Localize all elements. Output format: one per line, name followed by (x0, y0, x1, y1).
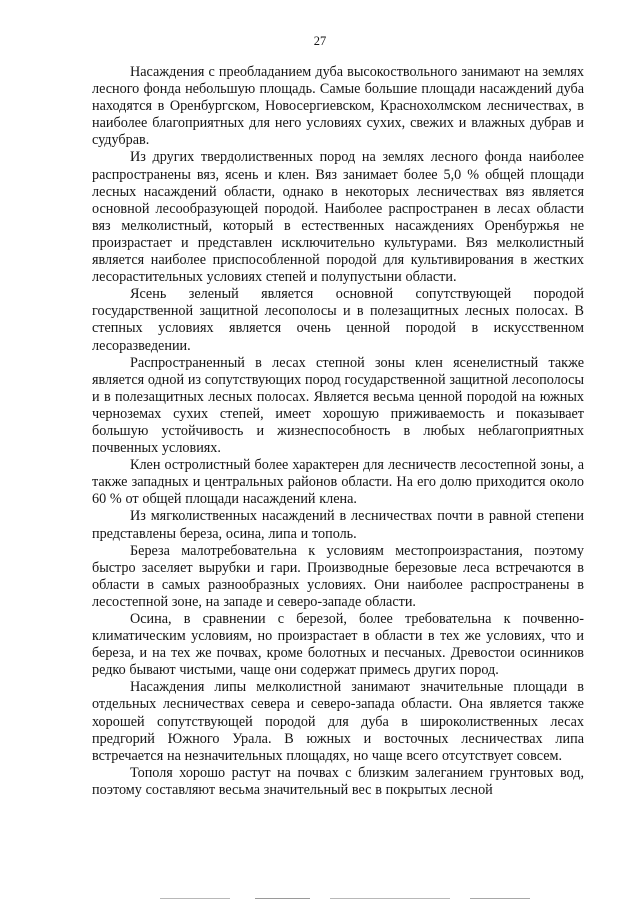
paragraph-hardwoods-elm: Из других твердолиственных пород на землях лесного фонда наиболее распространены вяз, ясень и клен. Вяз занимает более 5,0 % общей площади лесных насаждений области, однако в некоторых лесничествах вяз является основной лесообразующей породой. Наиболее распространен в лесах области вяз мелколистный, который в естественных насаждениях Оренбуржья не произрастает и представлен исключительно культурами. Вяз мелколистный является наиболее приспособленной породой для культивирования в жестких лесорастительных условиях степей и полупустыни области. (92, 149, 584, 286)
paragraph-norway-maple: Клен остролистный более характерен для лесничеств лесостепной зоны, а также западных и центральных районов области. На его долю приходится около 60 % от общей площади насаждений клена. (92, 457, 584, 508)
paragraph-birch: Береза малотребовательна к условиям местопроизрастания, поэтому быстро заселяет вырубки и гари. Производные березовые леса встречаются в области в самых разнообразных условиях. Они наиболее распространены в лесостепной зоне, на западе и северо-западе области. (92, 542, 584, 610)
document-body (92, 64, 584, 799)
paragraph-oak: Насаждения с преобладанием дуба высокоствольного занимают на землях лесного фонда небольшую площадь. Самые большие площади насаждений дуба находятся в Оренбургском, Новосергиевском, Краснохолмском лесничествах, в наиболее благоприятных для него условиях сухих, свежих и влажных дубрав и судубрав. (92, 64, 584, 149)
scan-bottom-edge (0, 887, 640, 905)
page-number: 27 (313, 34, 327, 48)
paragraph-ash: Ясень зеленый является основной сопутствующей породой государственной защитной лесополосы и в полезащитных лесных полосах. В степных условиях является очень ценной породой в искусственном лесоразведении. (92, 286, 584, 354)
paragraph-softwoods: Из мягколиственных насаждений в лесничествах почти в равной степени представлены береза, осина, липа и тополь. (92, 508, 584, 542)
paragraph-aspen: Осина, в сравнении с березой, более требовательна к почвенно-климатическим условиям, но произрастает в области в тех же условиях, что и береза, и на тех же почвах, кроме болотных и песчаных. Древостои осинников редко бывают чистыми, чаще они содержат примесь других пород. (92, 611, 584, 679)
paragraph-poplar: Тополя хорошо растут на почвах с близким залеганием грунтовых вод, поэтому составляют весьма значительный вес в покрытых лесной (92, 764, 584, 798)
paragraph-linden: Насаждения липы мелколистной занимают значительные площади в отдельных лесничествах севера и северо-запада области. Она является также хорошей сопутствующей породой для дуба в широколиственных лесах предгорий Южного Урала. В южных и восточных лесничествах липа встречается на незначительных площадях, но чаще всего отсутствует совсем. (92, 679, 584, 764)
paragraph-ash-leaved-maple: Распространенный в лесах степной зоны клен ясенелистный также является одной из сопутствующих пород государственной защитной лесополосы и в полезащитных лесных полосах. Является весьма ценной породой на южных черноземах сухих степей, имеет хорошую приживаемость и показывает большую устойчивость и жизнеспособность в любых неблагоприятных почвенных условиях. (92, 354, 584, 457)
